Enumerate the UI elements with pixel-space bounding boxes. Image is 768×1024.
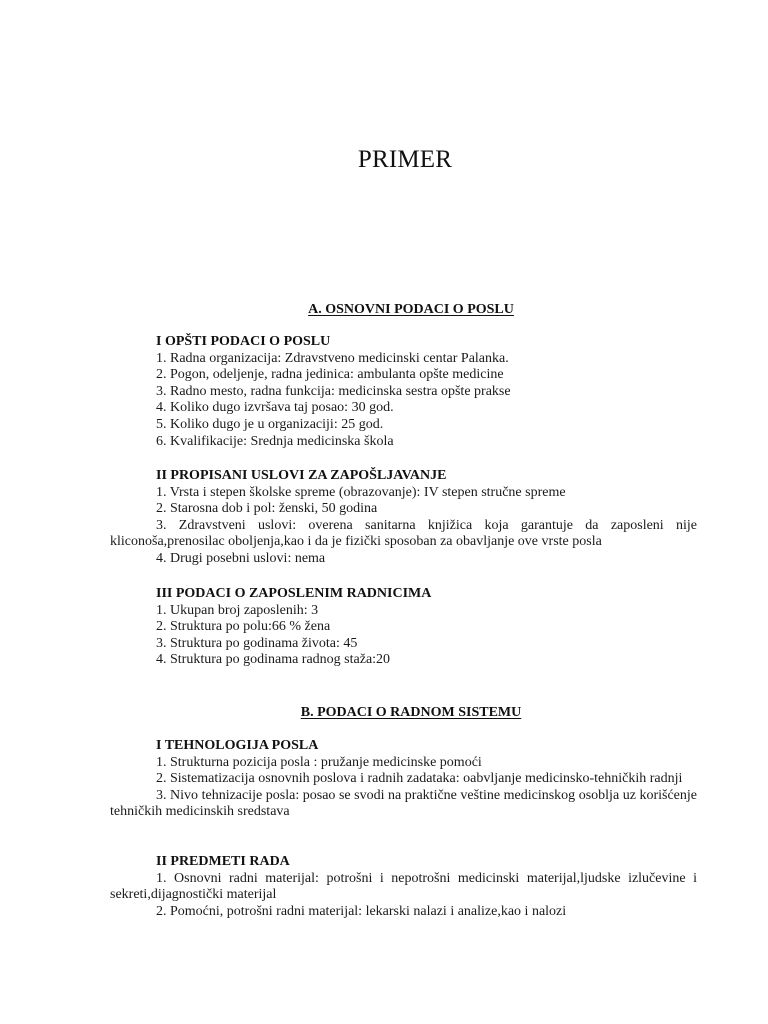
- list-item: 6. Kvalifikacije: Srednja medicinska škola: [156, 433, 394, 449]
- document-title: PRIMER: [357, 146, 453, 173]
- list-item: 1. Osnovni radni materijal: potrošni i nepotrošni medicinski materijal,ljudske izlučevine i sekreti,dijagnostički materijal: [110, 870, 697, 903]
- section-predmeti-rada: [110, 854, 697, 920]
- list-item: 5. Koliko dugo je u organizaciji: 25 god.: [156, 416, 384, 432]
- list-item: 4. Koliko dugo izvršava taj posao: 30 god.: [156, 400, 394, 416]
- section-heading: I OPŠTI PODACI O POSLU: [156, 334, 331, 349]
- part-b-heading: B. PODACI O RADNOM SISTEMU: [300, 705, 522, 720]
- list-item: 4. Struktura po godinama radnog staža:20: [156, 652, 391, 668]
- list-item: 3. Radno mesto, radna funkcija: medicinska sestra opšte prakse: [156, 383, 511, 399]
- list-item: 3. Nivo tehnizacije posla: posao se svodi na praktične veštine medicinskog osoblja uz korišćenje tehničkih medicinskih sredstava: [110, 787, 697, 820]
- section-tehnologija-posla: [110, 738, 697, 821]
- section-heading: III PODACI O ZAPOSLENIM RADNICIMA: [156, 586, 432, 601]
- section-zaposleni-radnici: [110, 586, 697, 669]
- section-heading: II PROPISANI USLOVI ZA ZAPOŠLJAVANJE: [156, 468, 447, 483]
- list-item: 4. Drugi posebni uslovi: nema: [156, 550, 326, 566]
- part-a-heading: A. OSNOVNI PODACI O POSLU: [308, 302, 514, 317]
- list-item: 2. Sistematizacija osnovnih poslova i radnih zadataka: oabvljanje medicinsko-tehničkih radnji: [156, 771, 683, 787]
- section-opsti-podaci: [110, 334, 697, 450]
- list-item: 2. Pogon, odeljenje, radna jedinica: ambulanta opšte medicine: [156, 367, 504, 383]
- list-item: 3. Zdravstveni uslovi: overena sanitarna knjižica koja garantuje da zaposleni nije kliconoša,prenosilac oboljenja,kao i da je fizički sposoban za obavljanje ove vrste posla: [110, 517, 697, 550]
- section-heading: I TEHNOLOGIJA POSLA: [156, 738, 319, 753]
- list-item: 2. Starosna dob i pol: ženski, 50 godina: [156, 501, 378, 517]
- list-item: 3. Struktura po godinama života: 45: [156, 635, 358, 651]
- list-item: 1. Vrsta i stepen školske spreme (obrazovanje): IV stepen stručne spreme: [156, 484, 566, 500]
- section-heading: II PREDMETI RADA: [156, 854, 290, 869]
- list-item: 2. Pomoćni, potrošni radni materijal: lekarski nalazi i analize,kao i nalozi: [156, 903, 567, 919]
- list-item: 1. Ukupan broj zaposlenih: 3: [156, 602, 319, 618]
- section-propisani-uslovi: [110, 468, 697, 568]
- list-item: 2. Struktura po polu:66 % žena: [156, 619, 331, 635]
- list-item: 1. Radna organizacija: Zdravstveno medicinski centar Palanka.: [156, 350, 509, 366]
- list-item: 1. Strukturna pozicija posla : pružanje medicinske pomoći: [156, 754, 482, 770]
